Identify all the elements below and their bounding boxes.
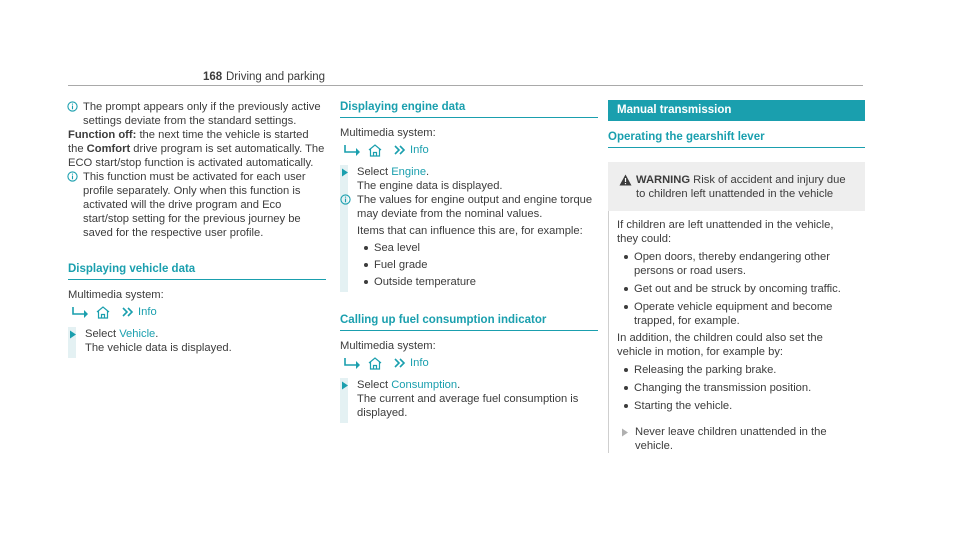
- step-select-engine: Select Engine. The engine data is displayed. The values for engine output and engine torque may deviate from the nominal values. Items that can influence this are, for example: Sea level Fuel grade Outside temperature: [340, 165, 598, 289]
- step-select-vehicle: Select Vehicle. The vehicle data is displayed.: [68, 327, 326, 355]
- section-heading: Displaying vehicle data: [68, 262, 326, 280]
- double-chevron-icon: [122, 307, 134, 317]
- menu-arrow-icon: [340, 144, 362, 156]
- step-arrow-icon: [69, 330, 77, 339]
- section-heading: Displaying engine data: [340, 100, 598, 118]
- home-icon: [366, 356, 384, 370]
- menu-item-info: Info: [410, 357, 429, 369]
- engine-data-section: [340, 100, 598, 289]
- motion-list: [617, 363, 857, 413]
- step-arrow-icon: [621, 428, 629, 437]
- section-title: Driving and parking: [226, 71, 326, 83]
- menu-path: [340, 143, 598, 157]
- warning-action: Never leave children unattended in the vehicle.: [617, 425, 857, 453]
- step-arrow-icon: [341, 381, 349, 390]
- page-header: [68, 70, 863, 86]
- column-1: [68, 100, 326, 355]
- fuel-indicator-section: [340, 313, 598, 420]
- menu-arrow-icon: [340, 357, 362, 369]
- list-item: Outside temperature: [357, 275, 598, 289]
- note-engine-values: The values for engine output and engine torque may deviate from the nominal values. Items that can influence this are, for example: Sea level Fuel grade Outside temperature: [340, 193, 598, 289]
- info-icon: [67, 171, 78, 182]
- home-icon: [94, 305, 112, 319]
- danger-list: [617, 250, 857, 328]
- menu-path: [68, 305, 326, 319]
- double-chevron-icon: [394, 358, 406, 368]
- influence-list: [357, 241, 598, 289]
- double-chevron-icon: [394, 145, 406, 155]
- function-off-paragraph: Function off: the next time the vehicle is started the Comfort drive program is set automatically. The ECO start/stop function is activated automatically.: [68, 129, 325, 169]
- vehicle-link: Vehicle: [119, 328, 156, 340]
- menu-label: Multimedia system:: [340, 127, 436, 139]
- list-item: Sea level: [357, 241, 598, 255]
- warning-label: WARNING: [636, 174, 691, 186]
- warning-header: WARNING Risk of accident and injury due to children left unattended in the vehicle: [616, 173, 857, 201]
- list-item: Starting the vehicle.: [617, 399, 857, 413]
- warning-triangle-icon: [619, 174, 632, 186]
- column-3: [608, 100, 865, 453]
- step-select-consumption: Select Consumption. The current and average fuel consumption is displayed.: [340, 378, 598, 420]
- page-number: 168: [203, 71, 223, 83]
- column-2: [340, 100, 598, 420]
- list-item: Get out and be struck by oncoming traffic.: [617, 282, 857, 296]
- menu-item-info: Info: [410, 144, 429, 156]
- menu-label: Multimedia system:: [340, 340, 436, 352]
- section-banner: Manual transmission: [608, 100, 865, 121]
- engine-link: Engine: [391, 166, 427, 178]
- list-item: Releasing the parking brake.: [617, 363, 857, 377]
- menu-path: [340, 356, 598, 370]
- list-item: Operate vehicle equipment and become trapped, for example.: [617, 300, 857, 328]
- menu-label: Multimedia system:: [68, 289, 164, 301]
- info-icon: [340, 194, 351, 205]
- warning-body: If children are left unattended in the vehicle, they could: Open doors, thereby endangering other persons or road users. Get out and be struck by oncoming traffic. Operate vehicle equipment and become trapped, for example. In addition, the children could also set the vehicle in motion, for example by: Releasing the parking brake. Changing the transmission position. Starting the vehicle. Never leave children unattended in the vehicle.: [608, 211, 865, 453]
- menu-arrow-icon: [68, 306, 90, 318]
- note-prompt: The prompt appears only if the previously active settings deviate from the standard settings.: [68, 100, 326, 128]
- vehicle-data-section: [68, 262, 326, 355]
- step-arrow-icon: [341, 168, 349, 177]
- consumption-link: Consumption: [391, 379, 458, 391]
- list-item: Changing the transmission position.: [617, 381, 857, 395]
- home-icon: [366, 143, 384, 157]
- warning-box: [608, 162, 865, 211]
- section-heading: Operating the gearshift lever: [608, 130, 865, 148]
- note-activation: This function must be activated for each user profile separately. Only when this function is activated will the drive program and Eco start/stop setting for the previous journey be saved for the respective user profile.: [68, 170, 326, 240]
- info-icon: [67, 101, 78, 112]
- menu-item-info: Info: [138, 306, 157, 318]
- section-heading: Calling up fuel consumption indicator: [340, 313, 598, 331]
- list-item: Open doors, thereby endangering other persons or road users.: [617, 250, 857, 278]
- list-item: Fuel grade: [357, 258, 598, 272]
